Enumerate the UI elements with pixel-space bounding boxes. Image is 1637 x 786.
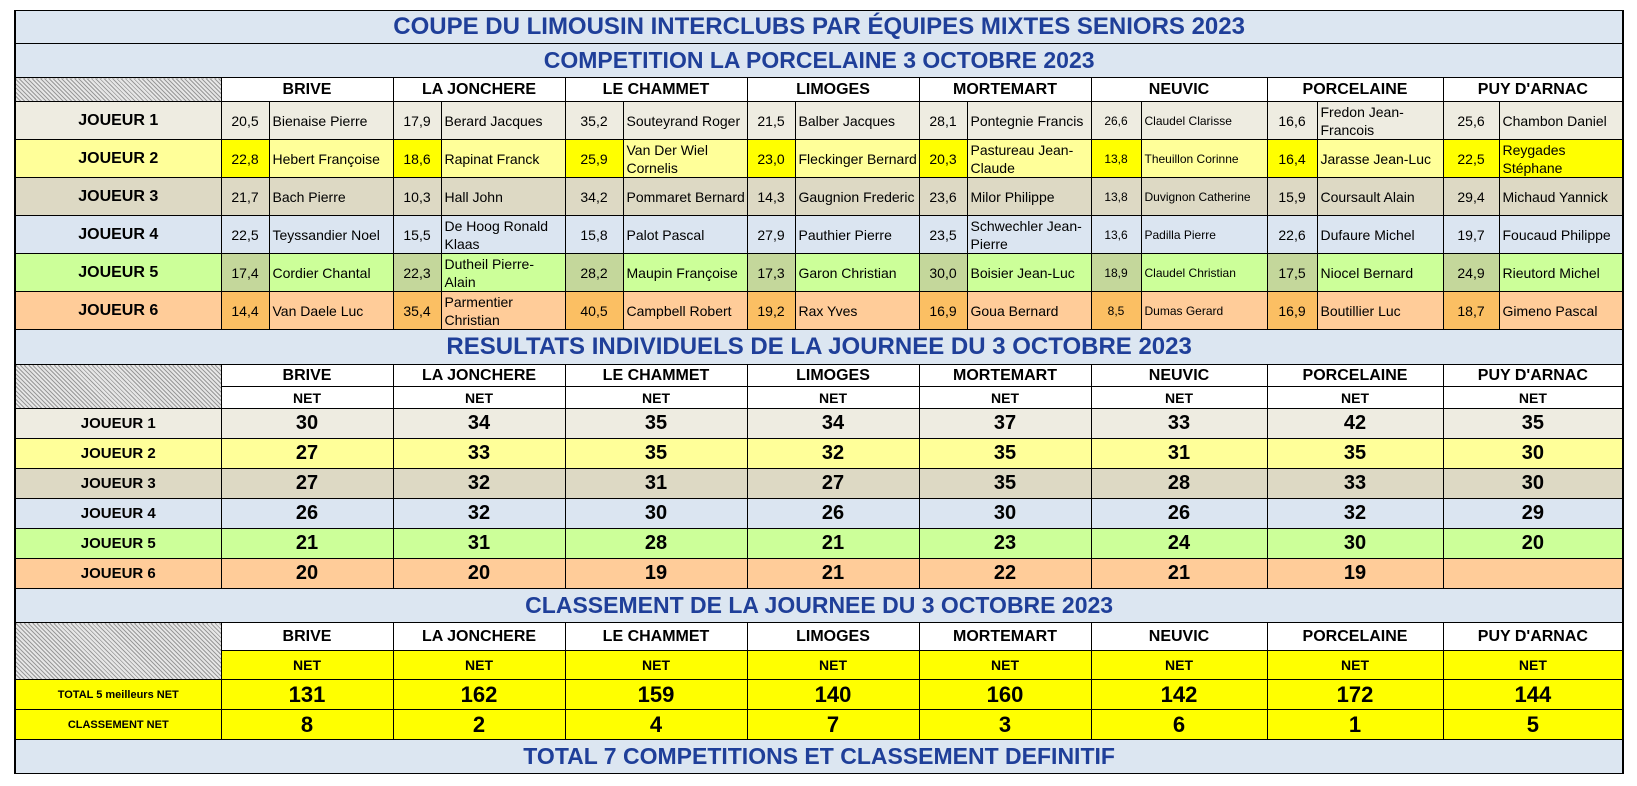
player-name: Gimeno Pascal (1499, 292, 1623, 330)
net-score: 27 (221, 439, 393, 469)
club-header: PUY D'ARNAC (1443, 365, 1623, 387)
player-name: Balber Jacques (795, 102, 919, 140)
player-handicap: 21,5 (747, 102, 795, 140)
club-header: LA JONCHERE (393, 78, 565, 102)
player-label: JOUEUR 4 (15, 499, 221, 529)
player-label: JOUEUR 6 (15, 559, 221, 589)
player-name: Hall John (441, 178, 565, 216)
player-label: JOUEUR 5 (15, 254, 221, 292)
player-label: JOUEUR 2 (15, 140, 221, 178)
player-handicap: 20,3 (919, 140, 967, 178)
net-score: 19 (565, 559, 747, 589)
net-score: 35 (565, 439, 747, 469)
player-name: Duvignon Catherine (1141, 178, 1267, 216)
total-label: TOTAL 5 meilleurs NET (15, 680, 221, 710)
player-handicap: 19,7 (1443, 216, 1499, 254)
net-score: 21 (747, 559, 919, 589)
player-handicap: 19,2 (747, 292, 795, 330)
player-handicap: 8,5 (1091, 292, 1141, 330)
player-name: Maupin Françoise (623, 254, 747, 292)
club-header: MORTEMART (919, 78, 1091, 102)
player-handicap: 35,4 (393, 292, 441, 330)
net-score: 32 (747, 439, 919, 469)
player-handicap: 28,2 (565, 254, 623, 292)
player-handicap: 10,3 (393, 178, 441, 216)
club-header: MORTEMART (919, 623, 1091, 651)
player-handicap: 13,6 (1091, 216, 1141, 254)
player-name: Rieutord Michel (1499, 254, 1623, 292)
player-name: Dumas Gerard (1141, 292, 1267, 330)
table-row (15, 623, 1623, 651)
hatched-corner (15, 623, 221, 680)
net-score: 31 (393, 529, 565, 559)
player-name: Parmentier Christian (441, 292, 565, 330)
player-name: Padilla Pierre (1141, 216, 1267, 254)
player-handicap: 18,6 (393, 140, 441, 178)
section-title-main: COUPE DU LIMOUSIN INTERCLUBS PAR ÉQUIPES MIXTES SENIORS 2023 (15, 11, 1623, 44)
net-score: 26 (747, 499, 919, 529)
player-handicap: 40,5 (565, 292, 623, 330)
player-handicap: 22,6 (1267, 216, 1317, 254)
net-score: 29 (1443, 499, 1623, 529)
section-title-final: TOTAL 7 COMPETITIONS ET CLASSEMENT DEFINITIF (15, 740, 1623, 774)
net-score: 19 (1267, 559, 1443, 589)
player-name: Claudel Christian (1141, 254, 1267, 292)
net-score: 22 (919, 559, 1091, 589)
net-score: 30 (919, 499, 1091, 529)
net-header: NET (221, 651, 393, 680)
club-header: NEUVIC (1091, 78, 1267, 102)
table-row (15, 44, 1623, 78)
section-title-competition: COMPETITION LA PORCELAINE 3 OCTOBRE 2023 (15, 44, 1623, 78)
player-name: Coursault Alain (1317, 178, 1443, 216)
net-score: 34 (393, 409, 565, 439)
club-header: LE CHAMMET (565, 78, 747, 102)
player-label: JOUEUR 3 (15, 178, 221, 216)
net-header: NET (1443, 651, 1623, 680)
player-handicap: 22,8 (221, 140, 269, 178)
player-name: Rapinat Franck (441, 140, 565, 178)
player-name: Garon Christian (795, 254, 919, 292)
net-score: 33 (1091, 409, 1267, 439)
player-handicap: 13,8 (1091, 140, 1141, 178)
player-name: Dutheil Pierre-Alain (441, 254, 565, 292)
player-handicap: 35,2 (565, 102, 623, 140)
player-handicap: 16,4 (1267, 140, 1317, 178)
net-score: 23 (919, 529, 1091, 559)
player-name: Berard Jacques (441, 102, 565, 140)
player-name: Goua Bernard (967, 292, 1091, 330)
net-score: 26 (1091, 499, 1267, 529)
player-name: Hebert Françoise (269, 140, 393, 178)
hatched-corner (15, 365, 221, 409)
club-header: NEUVIC (1091, 365, 1267, 387)
player-handicap: 29,4 (1443, 178, 1499, 216)
net-score: 20 (393, 559, 565, 589)
club-header: PORCELAINE (1267, 365, 1443, 387)
club-header: PORCELAINE (1267, 623, 1443, 651)
club-header: MORTEMART (919, 365, 1091, 387)
table-row (15, 254, 1623, 292)
player-name: Pommaret Bernard (623, 178, 747, 216)
player-label: JOUEUR 1 (15, 102, 221, 140)
player-handicap: 14,4 (221, 292, 269, 330)
net-score: 24 (1091, 529, 1267, 559)
club-header: LE CHAMMET (565, 623, 747, 651)
net-score: 21 (747, 529, 919, 559)
player-handicap: 23,0 (747, 140, 795, 178)
player-handicap: 23,6 (919, 178, 967, 216)
team-rank: 4 (565, 710, 747, 740)
net-header: NET (393, 651, 565, 680)
net-score: 21 (221, 529, 393, 559)
results-table (14, 10, 1624, 774)
team-rank: 2 (393, 710, 565, 740)
player-name: Jarasse Jean-Luc (1317, 140, 1443, 178)
player-label: JOUEUR 6 (15, 292, 221, 330)
net-score: 37 (919, 409, 1091, 439)
team-rank: 6 (1091, 710, 1267, 740)
team-rank: 8 (221, 710, 393, 740)
team-rank: 5 (1443, 710, 1623, 740)
net-score: 33 (1267, 469, 1443, 499)
net-header: NET (747, 387, 919, 409)
player-label: JOUEUR 1 (15, 409, 221, 439)
table-row (15, 499, 1623, 529)
table-row (15, 529, 1623, 559)
player-name: Campbell Robert (623, 292, 747, 330)
team-rank: 3 (919, 710, 1091, 740)
net-header: NET (1267, 387, 1443, 409)
player-label: JOUEUR 4 (15, 216, 221, 254)
player-handicap: 16,6 (1267, 102, 1317, 140)
net-header: NET (1091, 651, 1267, 680)
net-score: 20 (221, 559, 393, 589)
team-rank: 1 (1267, 710, 1443, 740)
club-header: PORCELAINE (1267, 78, 1443, 102)
player-handicap: 34,2 (565, 178, 623, 216)
club-header: NEUVIC (1091, 623, 1267, 651)
team-total: 160 (919, 680, 1091, 710)
net-score: 32 (393, 469, 565, 499)
club-header: LA JONCHERE (393, 623, 565, 651)
club-header: LE CHAMMET (565, 365, 747, 387)
player-label: JOUEUR 2 (15, 439, 221, 469)
table-row (15, 589, 1623, 623)
net-score: 35 (1267, 439, 1443, 469)
player-name: Fleckinger Bernard (795, 140, 919, 178)
table-row (15, 409, 1623, 439)
player-name: Claudel Clarisse (1141, 102, 1267, 140)
player-handicap: 16,9 (1267, 292, 1317, 330)
player-name: Theuillon Corinne (1141, 140, 1267, 178)
player-name: Boisier Jean-Luc (967, 254, 1091, 292)
table-row (15, 330, 1623, 365)
table-row (15, 469, 1623, 499)
player-handicap: 25,6 (1443, 102, 1499, 140)
net-score: 20 (1443, 529, 1623, 559)
player-handicap: 28,1 (919, 102, 967, 140)
net-score: 28 (565, 529, 747, 559)
player-handicap: 26,6 (1091, 102, 1141, 140)
net-header: NET (747, 651, 919, 680)
player-handicap: 15,9 (1267, 178, 1317, 216)
player-name: Reygades Stéphane (1499, 140, 1623, 178)
player-handicap: 22,5 (1443, 140, 1499, 178)
player-name: Milor Philippe (967, 178, 1091, 216)
net-score (1443, 559, 1623, 589)
net-score: 30 (1267, 529, 1443, 559)
player-handicap: 17,5 (1267, 254, 1317, 292)
table-row (15, 365, 1623, 387)
team-rank: 7 (747, 710, 919, 740)
player-label: JOUEUR 5 (15, 529, 221, 559)
net-header: NET (565, 651, 747, 680)
player-name: Fredon Jean-Francois (1317, 102, 1443, 140)
net-score: 35 (919, 439, 1091, 469)
player-handicap: 25,9 (565, 140, 623, 178)
player-handicap: 15,5 (393, 216, 441, 254)
table-row (15, 387, 1623, 409)
player-name: Niocel Bernard (1317, 254, 1443, 292)
player-handicap: 16,9 (919, 292, 967, 330)
player-name: Pastureau Jean-Claude (967, 140, 1091, 178)
player-name: Bienaise Pierre (269, 102, 393, 140)
net-header: NET (565, 387, 747, 409)
table-row (15, 102, 1623, 140)
player-handicap: 27,9 (747, 216, 795, 254)
net-score: 21 (1091, 559, 1267, 589)
player-handicap: 17,3 (747, 254, 795, 292)
player-name: Chambon Daniel (1499, 102, 1623, 140)
net-score: 26 (221, 499, 393, 529)
player-name: Schwechler Jean-Pierre (967, 216, 1091, 254)
team-total: 140 (747, 680, 919, 710)
team-total: 131 (221, 680, 393, 710)
player-name: Foucaud Philippe (1499, 216, 1623, 254)
player-handicap: 21,7 (221, 178, 269, 216)
table-row (15, 216, 1623, 254)
section-title-ranking: CLASSEMENT DE LA JOURNEE DU 3 OCTOBRE 2023 (15, 589, 1623, 623)
net-header: NET (1443, 387, 1623, 409)
player-name: Michaud Yannick (1499, 178, 1623, 216)
player-handicap: 14,3 (747, 178, 795, 216)
net-score: 32 (1267, 499, 1443, 529)
player-handicap: 13,8 (1091, 178, 1141, 216)
table-row (15, 11, 1623, 44)
club-header: PUY D'ARNAC (1443, 78, 1623, 102)
player-name: Pauthier Pierre (795, 216, 919, 254)
net-score: 32 (393, 499, 565, 529)
net-score: 30 (565, 499, 747, 529)
net-score: 30 (1443, 439, 1623, 469)
player-handicap: 24,9 (1443, 254, 1499, 292)
club-header: PUY D'ARNAC (1443, 623, 1623, 651)
net-score: 42 (1267, 409, 1443, 439)
player-name: Gaugnion Frederic (795, 178, 919, 216)
player-name: Dufaure Michel (1317, 216, 1443, 254)
player-label: JOUEUR 3 (15, 469, 221, 499)
net-score: 35 (1443, 409, 1623, 439)
player-handicap: 17,4 (221, 254, 269, 292)
table-row (15, 292, 1623, 330)
net-header: NET (919, 651, 1091, 680)
net-score: 31 (1091, 439, 1267, 469)
net-score: 28 (1091, 469, 1267, 499)
player-name: Rax Yves (795, 292, 919, 330)
club-header: BRIVE (221, 78, 393, 102)
table-row (15, 710, 1623, 740)
net-score: 35 (919, 469, 1091, 499)
player-handicap: 17,9 (393, 102, 441, 140)
player-name: Pontegnie Francis (967, 102, 1091, 140)
player-name: Cordier Chantal (269, 254, 393, 292)
table-row (15, 740, 1623, 774)
table-row (15, 178, 1623, 216)
table-row (15, 140, 1623, 178)
table-row (15, 439, 1623, 469)
hatched-corner (15, 78, 221, 102)
team-total: 172 (1267, 680, 1443, 710)
club-header: LIMOGES (747, 623, 919, 651)
player-handicap: 30,0 (919, 254, 967, 292)
net-header: NET (1091, 387, 1267, 409)
net-score: 30 (1443, 469, 1623, 499)
spreadsheet (14, 10, 1622, 774)
player-name: Van Daele Luc (269, 292, 393, 330)
net-header: NET (221, 387, 393, 409)
net-header: NET (393, 387, 565, 409)
net-score: 31 (565, 469, 747, 499)
player-name: Teyssandier Noel (269, 216, 393, 254)
player-name: Palot Pascal (623, 216, 747, 254)
net-score: 27 (747, 469, 919, 499)
table-row (15, 651, 1623, 680)
player-name: Van Der Wiel Cornelis (623, 140, 747, 178)
player-handicap: 23,5 (919, 216, 967, 254)
player-handicap: 22,5 (221, 216, 269, 254)
net-score: 35 (565, 409, 747, 439)
player-handicap: 18,9 (1091, 254, 1141, 292)
player-name: Souteyrand Roger (623, 102, 747, 140)
rank-label: CLASSEMENT NET (15, 710, 221, 740)
team-total: 159 (565, 680, 747, 710)
net-score: 27 (221, 469, 393, 499)
table-row (15, 78, 1623, 102)
player-name: De Hoog Ronald Klaas (441, 216, 565, 254)
team-total: 142 (1091, 680, 1267, 710)
club-header: BRIVE (221, 365, 393, 387)
player-handicap: 20,5 (221, 102, 269, 140)
club-header: LIMOGES (747, 365, 919, 387)
player-name: Bach Pierre (269, 178, 393, 216)
table-row (15, 680, 1623, 710)
team-total: 144 (1443, 680, 1623, 710)
net-score: 33 (393, 439, 565, 469)
net-header: NET (919, 387, 1091, 409)
team-total: 162 (393, 680, 565, 710)
section-title-individual: RESULTATS INDIVIDUELS DE LA JOURNEE DU 3 OCTOBRE 2023 (15, 330, 1623, 365)
net-score: 30 (221, 409, 393, 439)
player-name: Boutillier Luc (1317, 292, 1443, 330)
net-score: 34 (747, 409, 919, 439)
club-header: BRIVE (221, 623, 393, 651)
player-handicap: 22,3 (393, 254, 441, 292)
player-handicap: 18,7 (1443, 292, 1499, 330)
player-handicap: 15,8 (565, 216, 623, 254)
table-row (15, 559, 1623, 589)
club-header: LIMOGES (747, 78, 919, 102)
net-header: NET (1267, 651, 1443, 680)
club-header: LA JONCHERE (393, 365, 565, 387)
